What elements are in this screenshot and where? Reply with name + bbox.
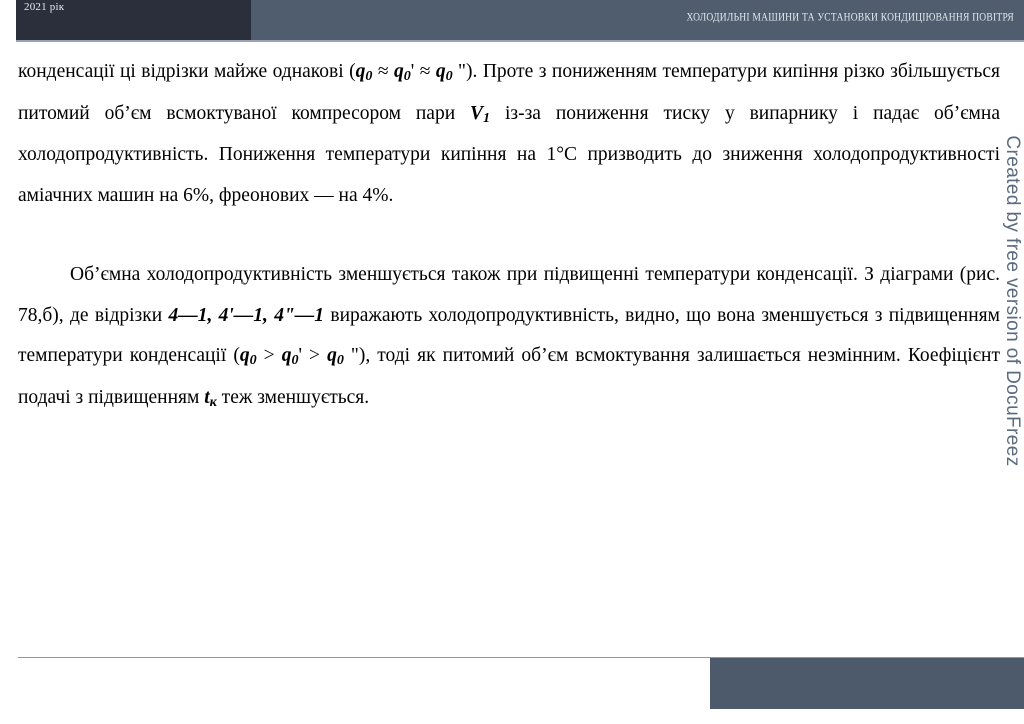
document-body (18, 52, 1000, 419)
p2-gt-1: > (256, 345, 282, 366)
p2-variable-q0-a (239, 345, 257, 369)
p1-q0-c-sub: 0 (445, 68, 453, 85)
p1-variable-q0-c (435, 61, 453, 85)
p1-v1-base: V (470, 102, 484, 124)
p1-segment-2: ). Проте з пониженням температури кипіння різко збільшується питомий об’єм всмоктуваної компресором пари (18, 61, 1001, 124)
p1-q0-c-base: q (435, 61, 446, 82)
p1-prime-b: ' (410, 61, 415, 82)
paragraph-2 (18, 255, 1000, 419)
p2-segment-1: Об’ємна холодопродуктивність зменшується також при підвищенні температури конденсації. З діаграми (рис. 78,б), де відрізки (18, 264, 1000, 326)
paragraph-1 (18, 52, 1000, 216)
p2-gt-2: > (301, 345, 328, 366)
p1-variable-v1 (470, 103, 490, 124)
p1-q0-a-sub: 0 (365, 68, 373, 85)
header-year-label: 2021 рік (24, 1, 65, 13)
p1-q0-b-base: q (393, 61, 404, 82)
p2-segment-3: ), тоді як питомий об’єм всмоктування залишається незмінним. Коефіцієнт подачі з підвищенням (18, 345, 1000, 408)
p2-variable-q0-c (327, 345, 344, 369)
page-header (0, 0, 1024, 40)
p2-q0-b-base: q (281, 345, 292, 366)
paragraph-spacer (18, 216, 1000, 255)
p1-v1-sub: 1 (483, 109, 491, 126)
p2-prime-b: ' (298, 345, 302, 366)
p2-segment-2: виражають холодопродуктивність, видно, що вона зменшується з підвищенням температури конденсації ( (18, 304, 1000, 366)
p1-segment-1: конденсації ці відрізки майже однакові ( (18, 61, 356, 82)
watermark-text: Created by free version of DocuFreez (1002, 135, 1023, 467)
p2-q0-a-base: q (239, 345, 250, 366)
footer-accent-block (710, 658, 1024, 709)
p2-variable-tk (204, 387, 217, 408)
header-title: ХОЛОДИЛЬНІ МАШИНИ ТА УСТАНОВКИ КОНДИЦІЮВАННЯ ПОВІТРЯ (686, 11, 1014, 25)
docufreezer-watermark (999, 0, 1024, 724)
p2-tk-sub: к (209, 393, 217, 410)
p2-segment-4: теж зменшується. (216, 386, 370, 408)
p2-segments-bold: 4—1, 4'—1, 4"—1 (168, 304, 325, 326)
p1-segment-3: із-за пониження тиску у випарнику і падає об’ємна холодопродуктивність. Пониження температури кипіння на 1°С призводить до зниження холодопродуктивності аміачних машин на 6%, фреонових — на 4%. (18, 102, 1000, 206)
p2-double-prime-c: " (343, 345, 359, 366)
p1-q0-a-base: q (355, 61, 366, 82)
p2-q0-c-base: q (327, 345, 337, 366)
header-underline-rule (16, 40, 1024, 42)
p1-variable-q0-a (355, 61, 373, 85)
p1-q0-b-sub: 0 (403, 68, 411, 85)
p2-q0-b-sub: 0 (291, 352, 299, 369)
p1-variable-q0-b (393, 61, 411, 85)
p1-approx-2: ≈ (414, 61, 436, 82)
p1-approx-1: ≈ (372, 61, 394, 82)
p1-double-prime-c: " (452, 61, 467, 82)
p2-tk-base: t (204, 386, 210, 408)
p2-q0-c-sub: 0 (336, 352, 344, 369)
p2-q0-a-sub: 0 (249, 352, 257, 369)
p2-variable-q0-b (281, 345, 299, 369)
